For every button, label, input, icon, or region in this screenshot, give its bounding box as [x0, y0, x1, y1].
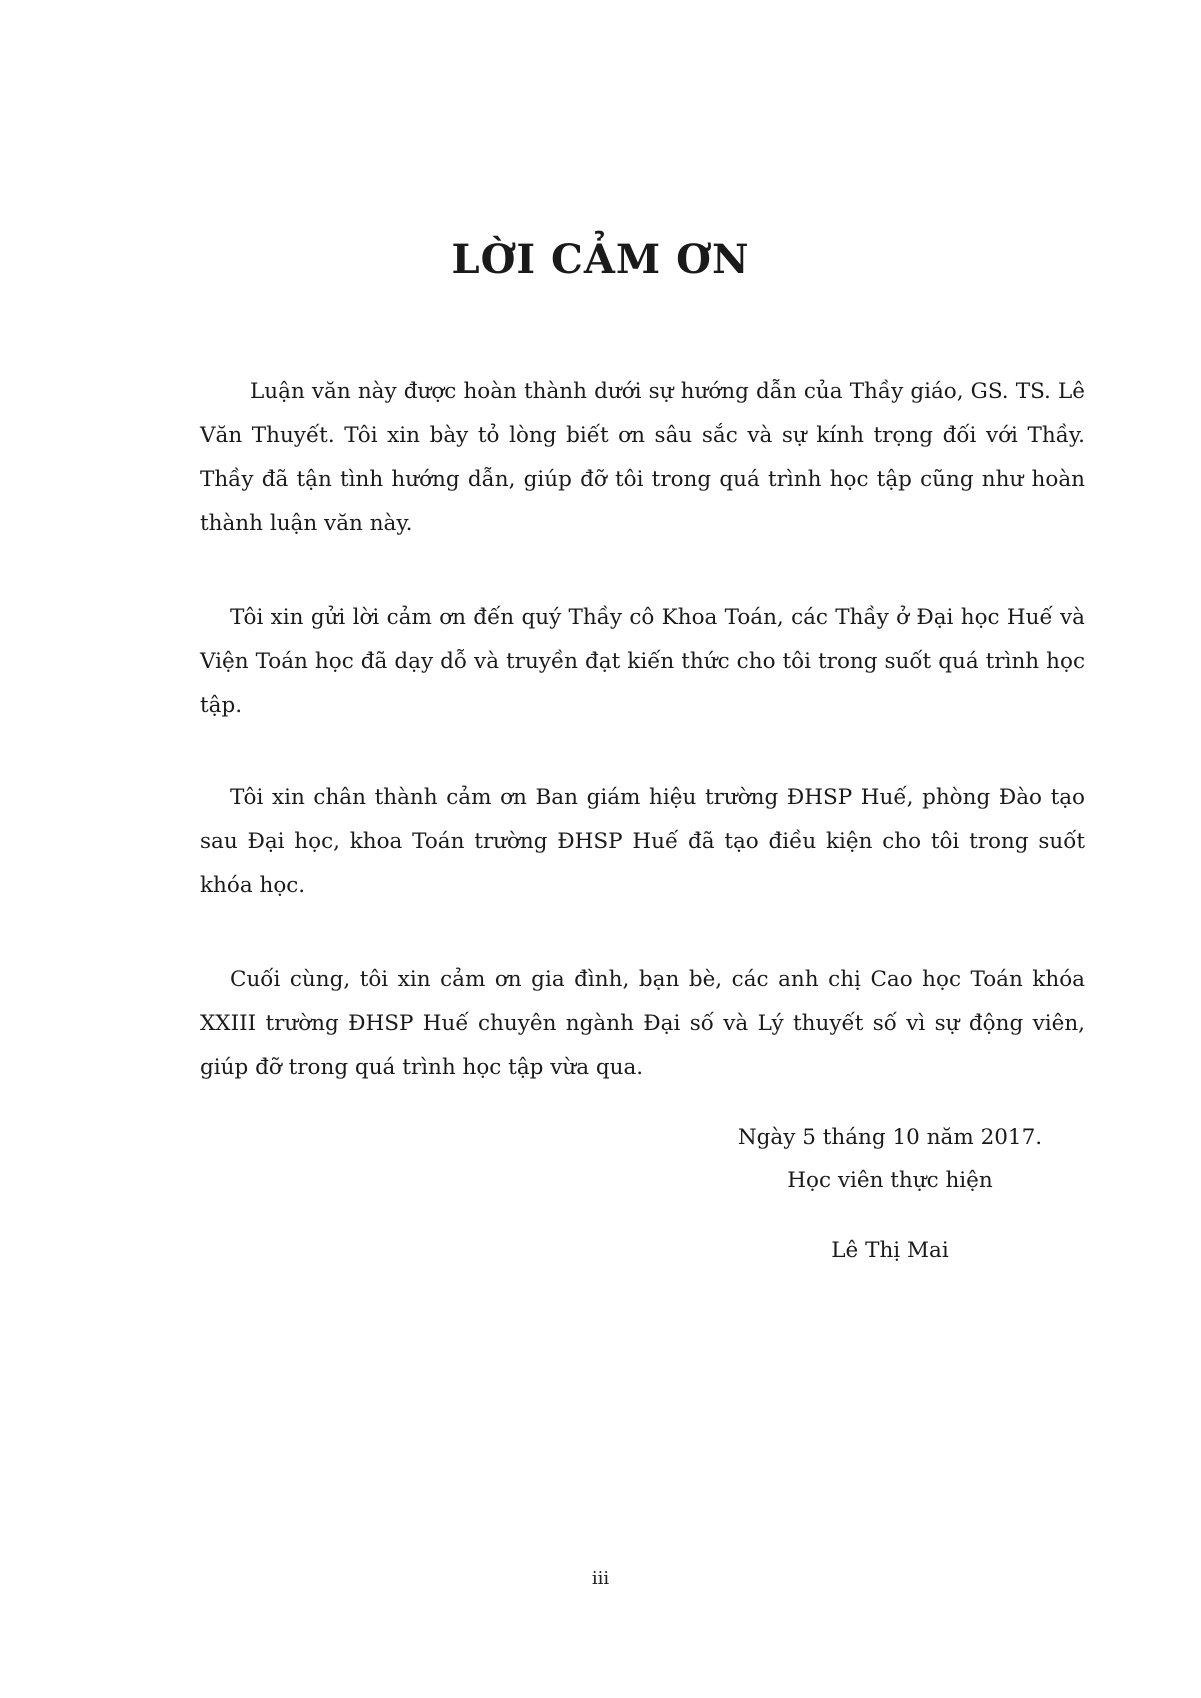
page-title: LỜI CẢM ƠN [451, 236, 750, 283]
signature-role: Học viên thực hiện [787, 1168, 993, 1193]
paragraph-2: Tôi xin gửi lời cảm ơn đến quý Thầy cô Khoa Toán, các Thầy ở Đại học Huế và Viện Toán học đã dạy dỗ và truyền đạt kiến thức cho tôi trong suốt quá trình học tập. [200, 605, 1085, 718]
paragraph-1: Luận văn này được hoàn thành dưới sự hướng dẫn của Thầy giáo, GS. TS. Lê Văn Thuyết. Tôi xin bày tỏ lòng biết ơn sâu sắc và sự kính trọng đối với Thầy. Thầy đã tận tình hướng dẫn, giúp đỡ tôi trong quá trình học tập cũng như hoàn thành luận văn này. [200, 379, 1085, 536]
paragraph-4: Cuối cùng, tôi xin cảm ơn gia đình, bạn bè, các anh chị Cao học Toán khóa XXIII trường ĐHSP Huế chuyên ngành Đại số và Lý thuyết số vì sự động viên, giúp đỡ trong quá trình học tập vừa qua. [200, 967, 1085, 1080]
page-number: iii [591, 1568, 610, 1589]
signature-name: Lê Thị Mai [831, 1238, 949, 1263]
signature-date: Ngày 5 tháng 10 năm 2017. [737, 1125, 1043, 1150]
paragraph-3: Tôi xin chân thành cảm ơn Ban giám hiệu trường ĐHSP Huế, phòng Đào tạo sau Đại học, khoa Toán trường ĐHSP Huế đã tạo điều kiện cho tôi trong suốt khóa học. [200, 785, 1085, 898]
